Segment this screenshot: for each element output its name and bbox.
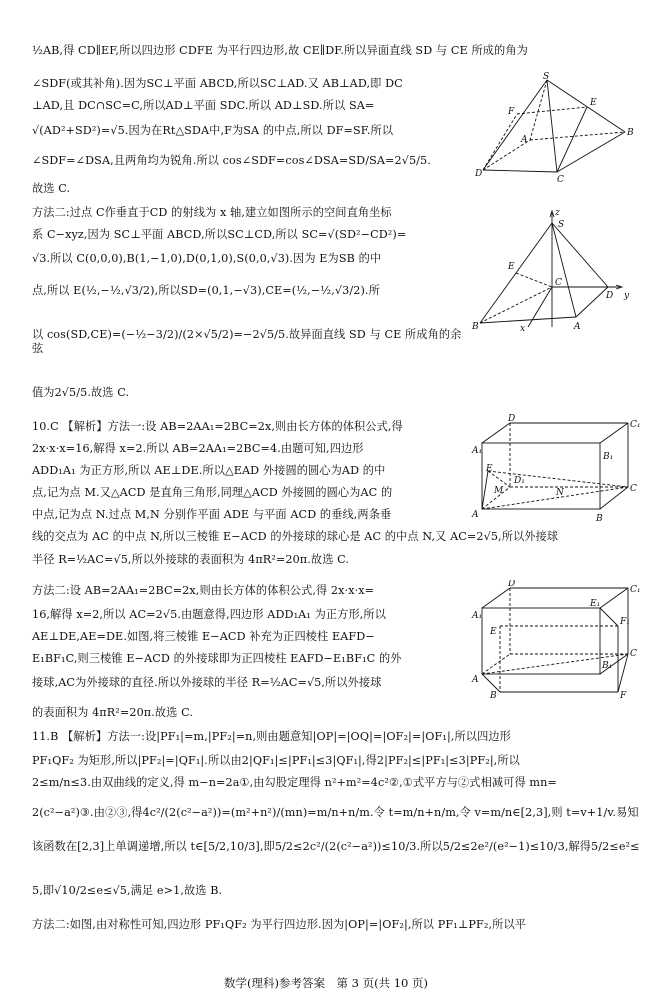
text-line: 2x·x·x=16,解得 x=2.所以 AB=2AA₁=2BC=4.由题可知,四边形 [32, 442, 364, 455]
text-line: 方法二:如图,由对称性可知,四边形 PF₁QF₂ 为平行四边形.因为|OP|=|OF₂|,所以 PF₁⊥PF₂,所以平 [32, 918, 527, 931]
fig2-label: z [555, 208, 560, 218]
fig2-label: A [574, 322, 581, 332]
text-line: 11.B 【解析】方法一:设|PF₁|=m,|PF₂|=n,则由题意知|OP|=|OQ|=|OF₂|=|OF₁|,所以四边形 [32, 730, 511, 743]
text-line: √(AD²+SD²)=√5.因为在Rt△SDA中,F为SA 的中点,所以 DF=SF.所以 [32, 124, 394, 137]
fig3-label: C₁ [630, 420, 640, 430]
text-line: 以 cos(SD,CE)=(−½−3/2)/(2×√5/2)=−2√5/5.故异面直线 SD 与 CE 所成角的余弦 [32, 328, 462, 355]
fig2-label: y [624, 291, 630, 301]
fig2-label: C [555, 278, 562, 288]
fig3-label: N [556, 488, 564, 498]
text-line: 点,记为点 M.又△ACD 是直角三角形,同理△ACD 外接圆的圆心为AC 的 [32, 486, 393, 499]
text-line: 故选 C. [32, 182, 71, 195]
text-line: 中点,记为点 N.过点 M,N 分别作平面 ADE 与平面 ACD 的垂线,两条垂 [32, 508, 392, 521]
fig1-label: D [475, 169, 483, 179]
fig1-label: E [590, 98, 597, 108]
fig3-label: B [596, 514, 603, 524]
fig2-label: D [606, 291, 614, 301]
text-line: 2(c²−a²)③.由②③,得4c²/(2(c²−a²))=(m²+n²)/(mn)=m/n+n/m.令 t=m/n+n/m,令 v=m/n∈[2,3],则 t=v+1/v.易知 [32, 806, 639, 819]
fig3-label: B₁ [603, 452, 614, 462]
text-line: 的表面积为 4πR²=20π.故选 C. [32, 706, 194, 719]
text-line: E₁BF₁C,则三棱锥 E−ACD 的外接球即为正四棱柱 EAFD−E₁BF₁C 的外 [32, 652, 402, 665]
text-line: ⊥AD,且 DC∩SC=C,所以AD⊥平面 SDC.所以 AD⊥SD.所以 SA= [32, 99, 375, 112]
fig4-label: E₁ [590, 599, 601, 609]
fig1-label: B [627, 128, 634, 138]
fig1-label: F [508, 107, 515, 117]
text-line: 线的交点为 AC 的中点 N,所以三棱锥 E−ACD 的外接球的球心是 AC 的中点 N,又 AC=2√5,所以外接球 [32, 530, 559, 543]
fig1-label: C [557, 175, 564, 184]
fig3-label: A₁ [472, 446, 483, 456]
text-line: ADD₁A₁ 为正方形,所以 AE⊥DE.所以△EAD 外接圆的圆心为AD 的中 [32, 464, 386, 477]
fig3-label: A [472, 510, 479, 520]
text-line: 该函数在[2,3]上单调递增,所以 t∈[5/2,10/3],即5/2≤2c²/(2(c²−a²))≤10/3.所以5/2≤2e²/(e²−1)≤10/3,解得5/2≤e²≤ [32, 840, 640, 853]
fig3-label: D [508, 414, 516, 424]
text-line: ∠SDF(或其补角).因为SC⊥平面 ABCD,所以SC⊥AD.又 AB⊥AD,即 DC [32, 77, 403, 90]
fig4-label: B [490, 691, 497, 700]
text-line: 值为2√5/5.故选 C. [32, 386, 130, 399]
fig4-label: F₁ [620, 617, 630, 627]
pyramid-figure-1 [475, 72, 635, 184]
fig3-label: E [486, 464, 493, 474]
fig2-label: S [558, 220, 565, 230]
text-line: 点,所以 E(½,−½,√3/2),所以SD=(0,1,−√3),CE=(½,−½,√3/2).所 [32, 284, 380, 297]
fig3-label: D₁ [514, 476, 525, 486]
text-line: 接球,AC为外接球的直径.所以外接球的半径 R=½AC=√5,所以外接球 [32, 676, 382, 689]
text-line: 16,解得 x=2,所以 AC=2√5.由题意得,四边形 ADD₁A₁ 为正方形,所以 [32, 608, 386, 621]
fig4-label: B₁ [602, 661, 613, 671]
fig3-label: M [494, 486, 504, 496]
text-line: √3.所以 C(0,0,0),B(1,−1,0),D(0,1,0),S(0,0,√3).因为 E为SB 的中 [32, 252, 382, 265]
text-line: 5,即√10/2≤e≤√5,满足 e>1,故选 B. [32, 884, 223, 897]
text-line: ½AB,得 CD∥EF,所以四边形 CDFE 为平行四边形,故 CE∥DF.所以异面直线 SD 与 CE 所成的角为 [32, 44, 528, 57]
fig4-label: C₁ [630, 585, 640, 595]
fig2-label: B [472, 322, 479, 332]
text-line: ∠SDF=∠DSA,且两角均为锐角.所以 cos∠SDF=cos∠DSA=SD/SA=2√5/5. [32, 154, 431, 167]
text-line: AE⊥DE,AE=DE.如图,将三棱锥 E−ACD 补充为正四棱柱 EAFD− [32, 630, 375, 643]
text-line: 10.C 【解析】方法一:设 AB=2AA₁=2BC=2x,则由长方体的体积公式,得 [32, 420, 403, 433]
text-line: 系 C−xyz,因为 SC⊥平面 ABCD,所以SC⊥CD,所以 SC=√(SD²−CD²)= [32, 228, 407, 241]
cuboid-figure-3 [470, 413, 640, 525]
fig4-label: A [472, 675, 479, 685]
prism-figure-4 [470, 580, 640, 700]
text-line: PF₁QF₂ 为矩形,所以|PF₂|=|QF₁|.所以由2|QF₁|≤|PF₁|≤3|QF₁|,得2|PF₂|≤|PF₁|≤3|PF₂|,所以 [32, 754, 520, 767]
fig3-label: C [630, 484, 637, 494]
text-line: 方法二:过点 C作垂直于CD 的射线为 x 轴,建立如图所示的空间直角坐标 [32, 206, 392, 219]
text-line: 半径 R=½AC=√5,所以外接球的表面积为 4πR²=20π.故选 C. [32, 553, 350, 566]
fig4-label: F [620, 691, 627, 700]
fig4-label: A₁ [472, 611, 483, 621]
fig4-label: E [490, 627, 497, 637]
pyramid-figure-2 [470, 205, 640, 335]
fig1-label: A [521, 135, 528, 145]
text-line: 方法二:设 AB=2AA₁=2BC=2x,则由长方体的体积公式,得 2x·x·x= [32, 584, 375, 597]
fig4-label: D [508, 580, 516, 589]
text-line: 2≤m/n≤3.由双曲线的定义,得 m−n=2a①,由勾股定理得 n²+m²=4c²②,①式平方与②式相减可得 mn= [32, 776, 557, 789]
fig2-label: x [520, 324, 526, 334]
page-footer: 数学(理科)参考答案 第 3 页(共 10 页) [223, 976, 429, 990]
fig1-label: S [543, 72, 550, 82]
fig4-label: C [630, 649, 637, 659]
fig2-label: E [508, 262, 515, 272]
